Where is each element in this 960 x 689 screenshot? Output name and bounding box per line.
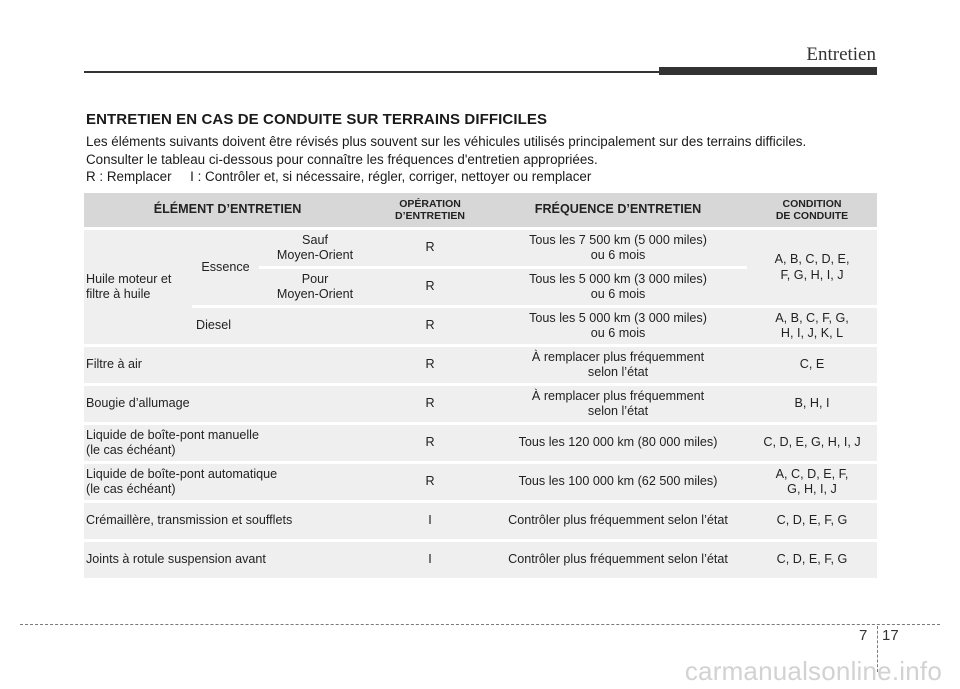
frequency-cell <box>489 308 747 344</box>
engine-diesel-cell: Diesel <box>192 308 371 344</box>
intro-line: R : Remplacer I : Contrôler et, si nécessaire, régler, corriger, nettoyer ou remplacer <box>86 169 592 184</box>
operation-cell: R <box>371 464 489 500</box>
table-row <box>84 230 877 266</box>
cell-line: Sauf <box>302 232 328 247</box>
cell-line: Tous les 5 000 km (3 000 miles) <box>529 310 707 325</box>
intro-line: Consulter le tableau ci-dessous pour connaître les fréquences d'entretien appropriées. <box>86 151 598 167</box>
cell-line: Moyen-Orient <box>276 287 354 301</box>
cell-line: H, I, J, K, L <box>780 326 844 340</box>
cell-line: A, B, C, F, G, <box>775 310 849 325</box>
cell-line: À remplacer plus fréquemment <box>531 349 705 364</box>
frequency-cell: Contrôler plus fréquemment selon l’état <box>489 503 747 539</box>
frequency-cell <box>489 386 747 422</box>
cell-line: F, G, H, I, J <box>780 267 844 282</box>
frequency-cell: Contrôler plus fréquemment selon l’état <box>489 542 747 578</box>
table-row <box>84 347 877 383</box>
cell-line: À remplacer plus fréquemment <box>531 388 705 403</box>
cell-line: (le cas échéant) <box>86 443 176 457</box>
maintenance-table <box>84 190 877 581</box>
cell-line: Moyen-Orient <box>276 248 354 262</box>
condition-cell <box>747 230 877 305</box>
watermark: carmanualsonline.info <box>684 656 942 686</box>
cell-line: ou 6 mois <box>590 326 646 340</box>
item-cell: Joints à rotule suspension avant <box>84 542 371 578</box>
condition-cell: C, D, E, G, H, I, J <box>747 425 877 461</box>
frequency-cell: Tous les 120 000 km (80 000 miles) <box>489 425 747 461</box>
operation-cell: I <box>371 503 489 539</box>
operation-cell: R <box>371 308 489 344</box>
cell-line: G, H, I, J <box>787 482 837 496</box>
item-cell: Filtre à air <box>84 347 371 383</box>
operation-cell: R <box>371 269 489 305</box>
cell-line: Huile moteur et <box>86 271 172 286</box>
page-heading: ENTRETIEN EN CAS DE CONDUITE SUR TERRAINS DIFFICILES <box>86 111 548 128</box>
table-row <box>84 308 877 344</box>
cell-line: Liquide de boîte-pont automatique <box>86 466 278 481</box>
operation-cell: I <box>371 542 489 578</box>
header-condition <box>747 193 877 227</box>
oil-item-cell <box>84 230 192 344</box>
chapter-number: 7 <box>859 627 868 644</box>
region-cell <box>259 269 371 305</box>
footer-rule <box>20 624 940 625</box>
cell-line: ou 6 mois <box>590 248 646 262</box>
cell-line: selon l’état <box>587 365 649 379</box>
operation-cell: R <box>371 386 489 422</box>
item-cell <box>84 464 371 500</box>
item-cell <box>84 425 371 461</box>
engine-essence-cell: Essence <box>192 230 259 305</box>
header-operation <box>371 193 489 227</box>
cell-line: A, B, C, D, E, <box>774 252 850 266</box>
operation-cell: R <box>371 347 489 383</box>
frequency-cell <box>489 347 747 383</box>
item-cell: Bougie d’allumage <box>84 386 371 422</box>
frequency-cell <box>489 230 747 266</box>
frequency-cell: Tous les 100 000 km (62 500 miles) <box>489 464 747 500</box>
condition-cell: C, D, E, F, G <box>747 503 877 539</box>
page-number: 17 <box>882 627 899 644</box>
cell-line: (le cas échéant) <box>86 482 176 496</box>
header-operation-line: OPÉRATION <box>399 197 461 210</box>
item-cell: Crémaillère, transmission et soufflets <box>84 503 371 539</box>
cell-line: Pour <box>301 271 329 286</box>
table-row <box>84 503 877 539</box>
section-title: Entretien <box>806 44 876 65</box>
condition-cell: C, E <box>747 347 877 383</box>
cell-line: selon l’état <box>587 404 649 418</box>
cell-line: A, C, D, E, F, <box>775 466 849 481</box>
table-row <box>84 542 877 578</box>
table-row <box>84 464 877 500</box>
header-condition-line: DE CONDUITE <box>775 210 849 222</box>
table-row <box>84 425 877 461</box>
cell-line: Tous les 7 500 km (5 000 miles) <box>529 232 707 247</box>
header-item: ÉLÉMENT D’ENTRETIEN <box>84 193 371 227</box>
region-cell <box>259 230 371 266</box>
operation-cell: R <box>371 230 489 266</box>
header-operation-line: D’ENTRETIEN <box>395 210 466 222</box>
header-rule <box>84 71 659 73</box>
condition-cell: B, H, I <box>747 386 877 422</box>
header-frequency: FRÉQUENCE D’ENTRETIEN <box>489 193 747 227</box>
condition-cell: C, D, E, F, G <box>747 542 877 578</box>
cell-line: Tous les 5 000 km (3 000 miles) <box>529 271 707 286</box>
cell-line: Liquide de boîte-pont manuelle <box>86 427 259 442</box>
intro-text <box>86 133 806 186</box>
operation-cell: R <box>371 425 489 461</box>
header-rule-accent <box>659 67 877 75</box>
header-condition-line: CONDITION <box>782 197 842 210</box>
frequency-cell <box>489 269 747 305</box>
condition-cell <box>747 308 877 344</box>
intro-line: Les éléments suivants doivent être révisés plus souvent sur les véhicules utilisés principalement sur des terrains difficiles. <box>86 134 807 149</box>
table-header-row <box>84 193 877 227</box>
cell-line: ou 6 mois <box>590 287 646 301</box>
table-row <box>84 386 877 422</box>
condition-cell <box>747 464 877 500</box>
cell-line: filtre à huile <box>86 287 151 301</box>
